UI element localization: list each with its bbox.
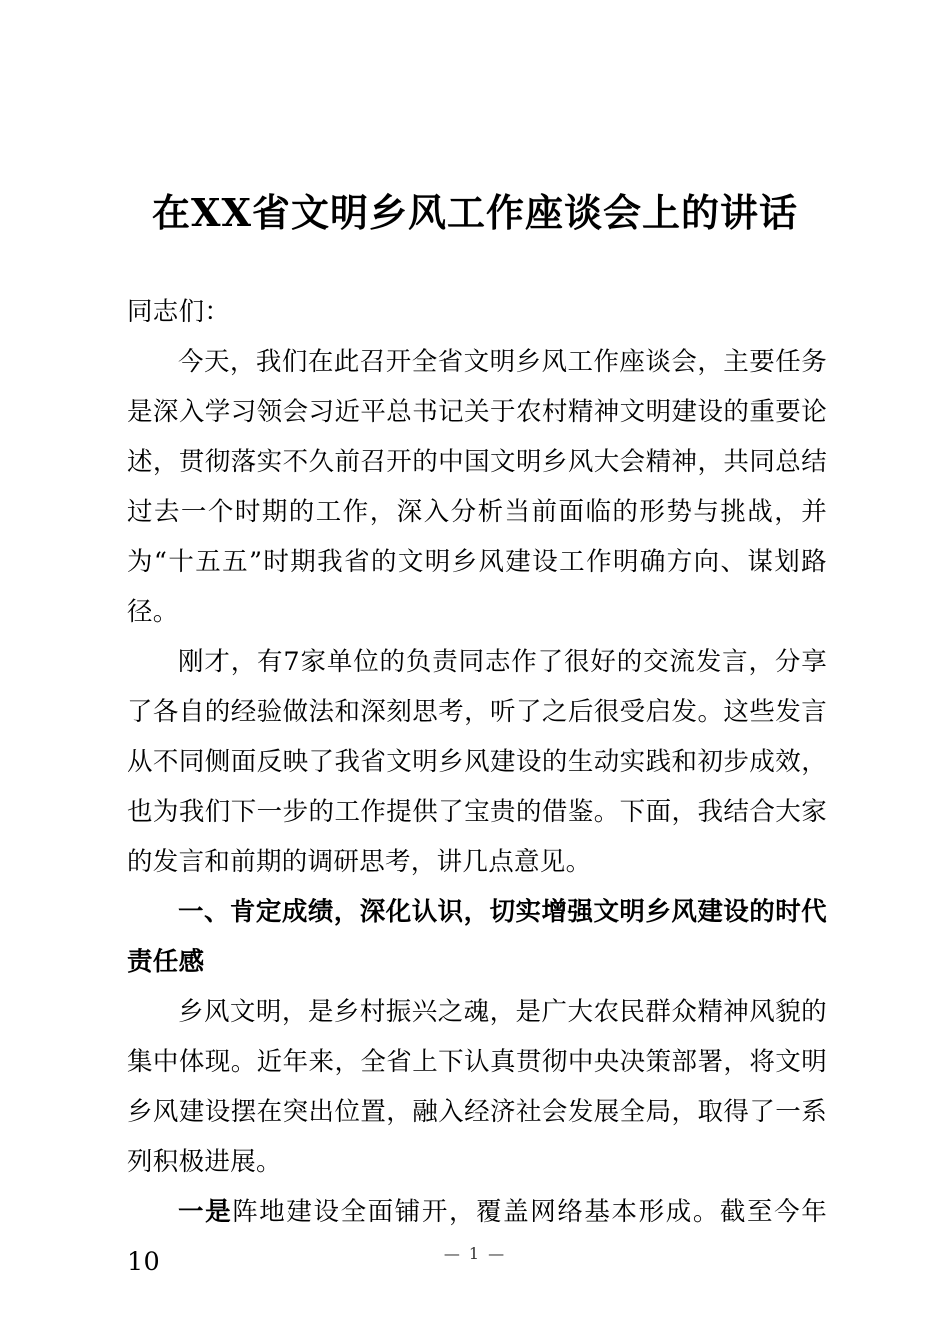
paragraph-speeches: 刚才，有7家单位的负责同志作了很好的交流发言，分享了各自的经验做法和深刻思考，听了之后很受启发。这些发言从不同侧面反映了我省文明乡风建设的生动实践和初步成效，也为我们下一步的工作提供了宝贵的借鉴。下面，我结合大家的发言和前期的调研思考，讲几点意见。	[127, 647, 827, 877]
document-body	[127, 287, 827, 1287]
paragraph-point-one	[127, 1187, 827, 1287]
section-heading-1: 一、肯定成绩，深化认识，切实增强文明乡风建设的时代责任感	[127, 897, 827, 977]
point-one-text: 阵地建设全面铺开，覆盖网络基本形成。截至今年10	[127, 1197, 827, 1277]
salutation: 同志们：	[127, 297, 231, 327]
point-one-lead: 一是	[178, 1197, 233, 1227]
paragraph-achievements: 乡风文明，是乡村振兴之魂，是广大农民群众精神风貌的集中体现。近年来，全省上下认真贯彻中央决策部署，将文明乡风建设摆在突出位置，融入经济社会发展全局，取得了一系列积极进展。	[127, 997, 827, 1177]
document-title: 在XX省文明乡风工作座谈会上的讲话	[152, 190, 798, 235]
page-number: — 1 —	[443, 1244, 507, 1263]
paragraph-intro: 今天，我们在此召开全省文明乡风工作座谈会，主要任务是深入学习领会习近平总书记关于农村精神文明建设的重要论述，贯彻落实不久前召开的中国文明乡风大会精神，共同总结过去一个时期的工作，深入分析当前面临的形势与挑战，并为“十五五”时期我省的文明乡风建设工作明确方向、谋划路径。	[127, 347, 827, 627]
